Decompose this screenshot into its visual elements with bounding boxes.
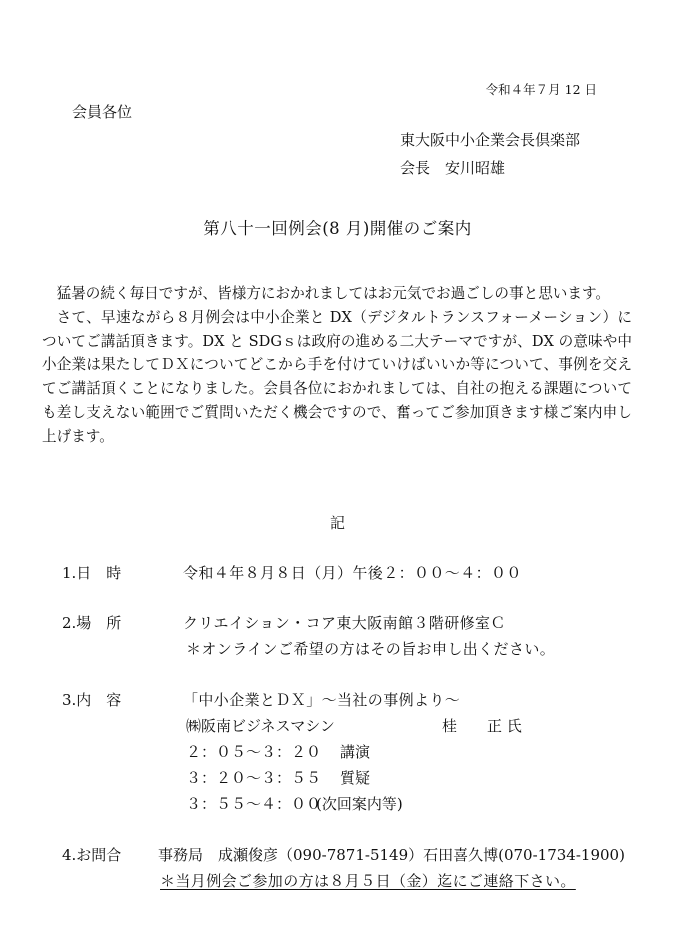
item-datetime-value: 令和４年８月８日（月）午後２：００～４：００ <box>183 564 522 582</box>
item-content-speaker: 桂 正 氏 <box>442 717 522 735</box>
schedule-desc-1: 講演 <box>340 743 371 761</box>
ki-heading: 記 <box>330 514 346 532</box>
item-datetime-label: 1.日 時 <box>62 564 122 582</box>
body-paragraph-1: 猛暑の続く毎日ですが、皆様方におかれましてはお元気でお過ごしの事と思います。 <box>56 285 610 302</box>
item-contact-label: 4.お問合 <box>62 846 122 864</box>
item-content-company: ㈱阪南ビジネスマシン <box>186 717 335 735</box>
item-place-value: クリエイション・コア東大阪南館３階研修室Ｃ <box>183 614 506 632</box>
schedule-time-1: ２：０５～３：２０ <box>186 743 322 761</box>
schedule-desc-3: (次回案内等) <box>316 795 403 813</box>
item-place-note: ＊オンラインご希望の方はその旨お申し出ください。 <box>186 640 556 658</box>
recipient: 会員各位 <box>72 103 133 121</box>
sender-organization: 東大阪中小企業会長倶楽部 <box>400 131 581 149</box>
item-content-label: 3.内 容 <box>62 691 122 709</box>
sender-name: 会長 安川昭雄 <box>400 159 506 177</box>
schedule-time-2: ３：２０～３：５５ <box>186 769 322 787</box>
item-contact-value: 事務局 成瀬俊彦（090-7871-5149）石田喜久博(070-1734-1900) <box>158 846 625 864</box>
item-contact-note: ＊当月例会ご参加の方は８月５日（金）迄にご連絡下さい。 <box>160 872 576 890</box>
document-date: 令和４年７月 12 日 <box>485 82 597 97</box>
body-paragraph-2: さて、早速ながら８月例会は中小企業と DX（デジタルトランスフォーメーション）についてご講話頂きます。DX と SDGｓは政府の進める二大テーマですが、DX の意味や中小企業は果たしてＤＸについてどこから手を付けていけばいいか等について、事例を交えてご講話頂くことになりました。会員各位におかれましては、自社の抱える課題についても差し支えない範囲でご質問いただく機会ですので、奮ってご参加頂きます様ご案内申し上げます。 <box>42 308 632 445</box>
schedule-desc-2: 質疑 <box>340 769 371 787</box>
item-place-label: 2.場 所 <box>62 614 122 632</box>
body-text <box>42 282 632 449</box>
schedule-time-3: ３：５５～４：００ <box>186 795 322 813</box>
item-content-theme: 「中小企業とＤＸ」～当社の事例より～ <box>183 691 461 709</box>
document-title: 第八十一回例会(8 月)開催のご案内 <box>203 219 472 238</box>
